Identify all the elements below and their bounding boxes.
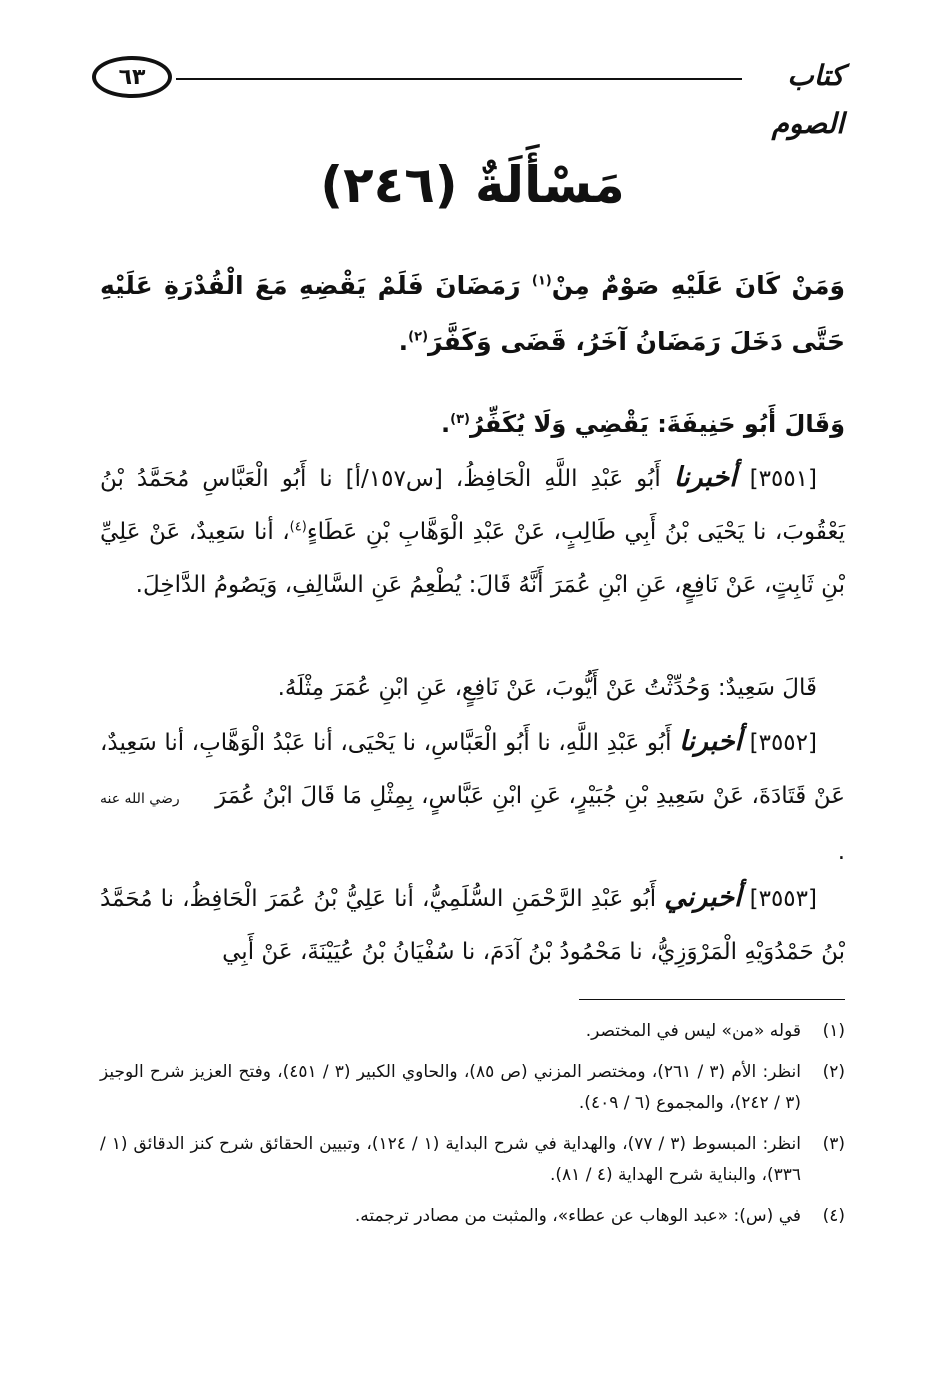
hadith-number: [٣٥٥٢] — [749, 730, 817, 756]
footnote-text: انظر: المبسوط (٣ / ٧٧)، والهداية في شرح البداية (١ / ١٢٤)، وتبيين الحقائق شرح كنز الدقائق (١ / ٣٣٦)، والبناية شرح الهداية (٤ / ٨١). — [100, 1134, 801, 1185]
matn-end: . — [398, 327, 409, 356]
footnote-text: انظر: الأم (٣ / ٢٦١)، ومختصر المزني (ص ٨٥)، والحاوي الكبير (٣ / ٤٥١)، وفتح العزيز شرح الوجيز (٣ / ٢٤٢)، والمجموع (٦ / ٤٠٩). — [100, 1062, 801, 1113]
page-number-text: ٦٣ — [118, 64, 146, 90]
abu-hanifa-text: وَقَالَ أَبُو حَنِيفَةَ: يَقْضِي وَلَا يُكَفِّرُ — [469, 410, 845, 438]
footnote-ref-1[interactable]: (١) — [531, 273, 552, 289]
footnotes — [100, 1016, 845, 1242]
book-title: كتاب الصوم — [771, 59, 844, 140]
paragraph-abu-hanifa — [100, 398, 845, 451]
paragraph-hadith-3553 — [100, 871, 845, 979]
header-rule — [176, 78, 742, 80]
footnote-ref-4[interactable]: (٤) — [289, 519, 307, 535]
matn-line-1: وَمَنْ كَانَ عَلَيْهِ صَوْمٌ مِنْ — [551, 271, 845, 300]
hadith-3552-end: . — [837, 839, 845, 865]
footnote-separator — [579, 999, 845, 1000]
radi-allahu-anhu-glyph: رضي الله عنه — [100, 791, 180, 807]
hadith-number: [٣٥٥١] — [749, 466, 818, 492]
footnote-number: (١) — [822, 1021, 845, 1041]
footnote-text: في (س): «عبد الوهاب عن عطاء»، والمثبت من مصادر ترجمته. — [354, 1206, 801, 1226]
page-header — [92, 52, 844, 140]
hadith-3551-part-3: ، أنا سَعِيدٌ، عَنْ عَلِيِّ بْنِ ثَابِتٍ، عَنْ نَافِعٍ، عَنِ ابْنِ عُمَرَ أَنَّهُ قَالَ: يُطْعِمُ عَنِ السَّالِفِ، وَيَصُومُ الدَّاخِلَ. — [100, 519, 845, 598]
footnote — [100, 1201, 845, 1232]
matn-text — [100, 258, 845, 370]
page-number — [92, 56, 172, 98]
hadith-3551-part-1: أَبُو عَبْدِ اللَّهِ الْحَافِظُ، — [442, 466, 674, 492]
footnote-number: (٣) — [822, 1134, 845, 1154]
footnote — [100, 1057, 845, 1119]
paragraph-said — [100, 662, 845, 715]
paragraph-hadith-3551 — [100, 451, 845, 612]
footnote — [100, 1016, 845, 1047]
akhbarani-word: أخبرني — [664, 882, 742, 913]
hadith-3552-text: أَبُو عَبْدِ اللَّهِ، نا أَبُو الْعَبَّاسِ، نا يَحْيَى، أنا عَبْدُ الْوَهَّابِ، أنا سَعِيدٌ، عَنْ قَتَادَةَ، عَنْ سَعِيدِ بْنِ جُبَيْرٍ، عَنِ ابْنِ عَبَّاسٍ، بِمِثْلِ مَا قَالَ ابْنُ عُمَرَ — [100, 730, 845, 809]
footnote — [100, 1129, 845, 1191]
matn-line-2: رَمَضَانَ فَلَمْ يَقْضِهِ مَعَ الْقُدْرَةِ عَلَيْهِ حَتَّى دَخَلَ رَمَضَانُ آخَرُ، قَضَى وَكَفَّرَ — [100, 271, 845, 356]
paragraph-hadith-3552 — [100, 715, 845, 879]
manuscript-ref: [س١٥٧/أ] — [345, 466, 443, 492]
akhbarana-word: أخبرنا — [673, 462, 737, 493]
abu-hanifa-end: . — [441, 410, 451, 438]
hadith-number: [٣٥٥٣] — [749, 886, 817, 912]
footnote-number: (٢) — [822, 1062, 845, 1082]
chapter-title: مَسْأَلَةٌ (٢٤٦) — [320, 156, 625, 214]
footnote-text: قوله «من» ليس في المختصر. — [585, 1021, 801, 1041]
footnote-ref-3[interactable]: (٣) — [450, 412, 470, 427]
hadith-3553-text: أَبُو عَبْدِ الرَّحْمَنِ السُّلَمِيُّ، أنا عَلِيُّ بْنُ عُمَرَ الْحَافِظُ، نا مُحَمَّدُ بْنُ حَمْدُوَيْهِ الْمَرْوَزِيُّ، نا مَحْمُودُ بْنُ آدَمَ، نا سُفْيَانُ بْنُ عُيَيْنَةَ، عَنْ أَبِي — [100, 886, 845, 965]
said-text: قَالَ سَعِيدٌ: وَحُدِّثْتُ عَنْ أَيُّوبَ، عَنْ نَافِعٍ، عَنِ ابْنِ عُمَرَ مِثْلَهُ. — [277, 675, 817, 701]
footnote-number: (٤) — [822, 1206, 845, 1226]
hadith-3551-part-2: نا أَبُو الْعَبَّاسِ مُحَمَّدُ بْنُ يَعْقُوبَ، نا يَحْيَى بْنُ أَبِي طَالِبٍ، عَنْ عَبْدِ الْوَهَّابِ بْنِ عَطَاءٍ — [100, 466, 845, 545]
akhbarana-word: أخبرنا — [679, 726, 743, 757]
footnote-ref-2[interactable]: (٢) — [408, 329, 429, 345]
